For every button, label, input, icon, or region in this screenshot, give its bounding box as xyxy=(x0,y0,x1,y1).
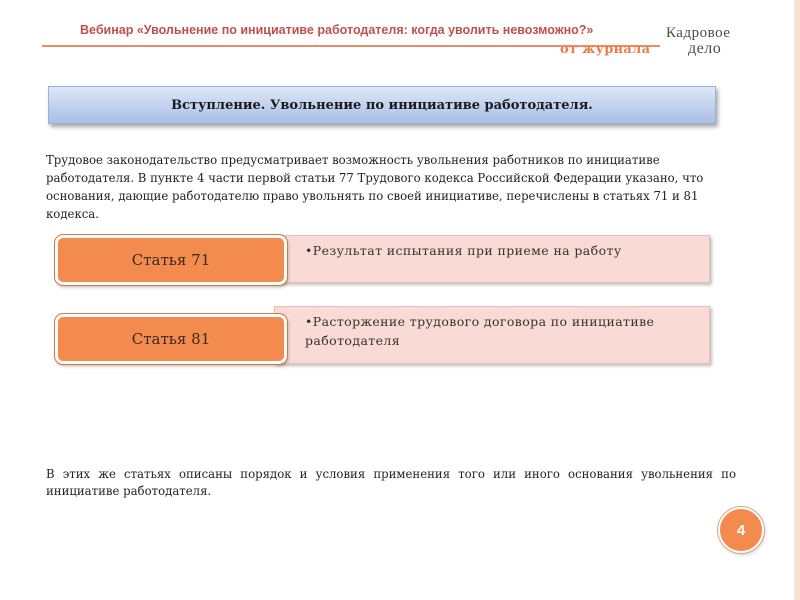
slide-frame-edge xyxy=(794,0,800,600)
article-71-label: Статья 71 xyxy=(131,251,211,269)
kadrovoe-delo-logo xyxy=(666,25,756,61)
webinar-title: Вебинар «Увольнение по инициативе работодателя: когда уволить невозможно?» xyxy=(80,23,594,37)
logo-line-2: дело xyxy=(688,40,722,57)
page-number-badge xyxy=(718,507,764,553)
intro-paragraph: Трудовое законодательство предусматривает возможность увольнения работников по инициативе работодателя. В пункте 4 части первой статьи 77 Трудового кодекса Российской Федерации указано, что основания, дающие работодателю право увольнять по своей инициативе, перечислены в статьях 71 и 81 кодекса. xyxy=(46,153,704,221)
article-81-panel xyxy=(274,306,710,364)
section-title: Вступление. Увольнение по инициативе работодателя. xyxy=(171,97,593,113)
article-71-label-box xyxy=(55,235,287,285)
page-number: 4 xyxy=(736,521,746,539)
article-81-text: •Расторжение трудового договора по инициативе работодателя xyxy=(305,314,655,348)
logo-line-1: Кадровое xyxy=(666,25,731,41)
outro-paragraph: В этих же статьях описаны порядок и условия применения того или иного основания увольнения по инициативе работодателя. xyxy=(46,467,736,498)
article-71-text: •Результат испытания при приеме на работу xyxy=(305,243,622,258)
article-81-label-box xyxy=(55,314,287,364)
section-banner xyxy=(48,86,716,124)
article-81-label: Статья 81 xyxy=(131,330,211,348)
article-71-panel xyxy=(274,235,710,283)
journal-caption: от журнала xyxy=(560,42,651,57)
